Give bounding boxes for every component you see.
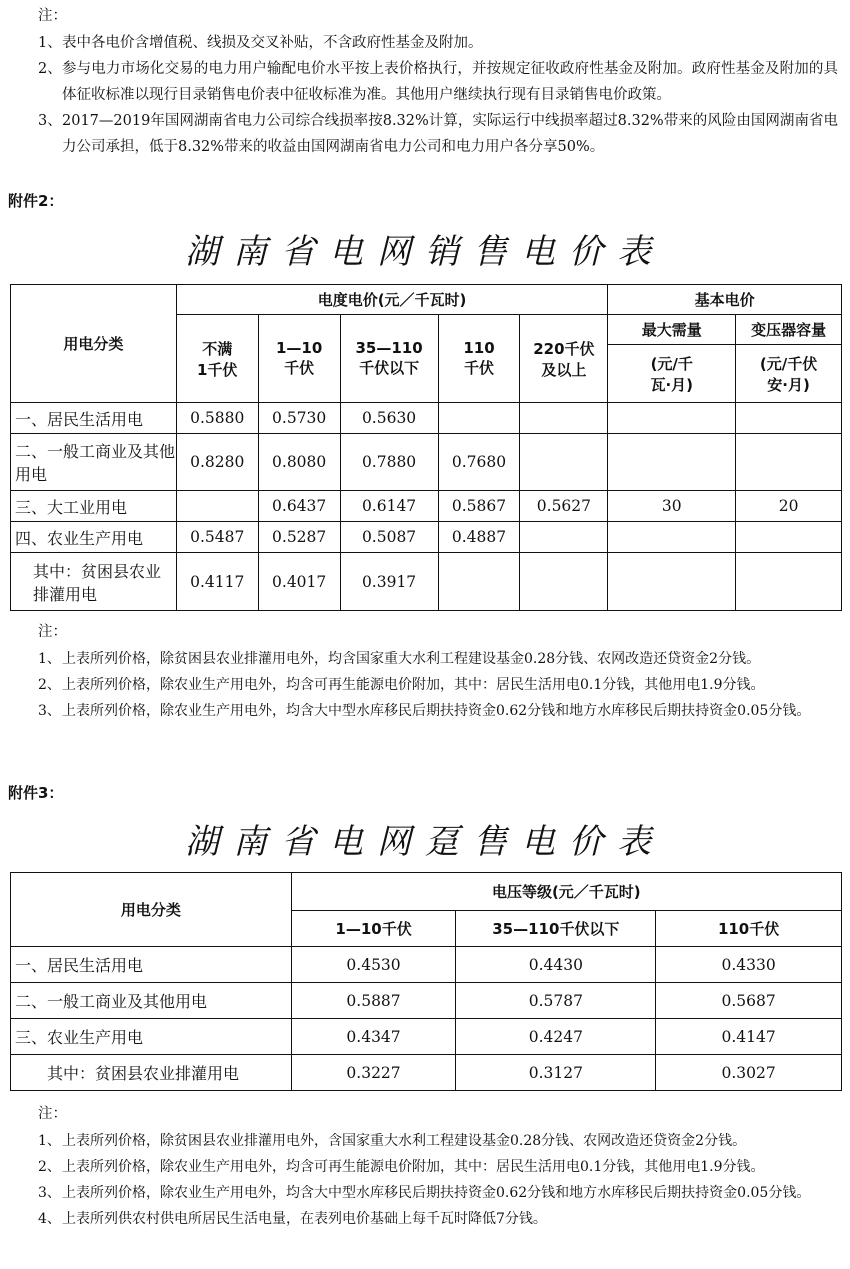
table-row: 四、农业生产用电 0.5487 0.5287 0.5087 0.4887 [11,522,842,553]
note-item: 3、 上表所列价格，除农业生产用电外，均含大中型水库移民后期扶持资金0.62分钱和地方水库移民后期扶持资金0.05分钱。 [38,1185,811,1201]
header-voltage-col: 35—110千伏以下 [456,911,656,947]
attachment2-notes [38,646,838,724]
header-voltage-col: 不满 1千伏 [176,315,258,403]
attachment2-notes-head: 注： [38,624,67,640]
header-category: 用电分类 [11,285,177,403]
note-item: 1、 上表所列价格，除贫困县农业排灌用电外，均含国家重大水利工程建设基金0.28分钱、农网改造还贷资金2分钱。 [38,651,761,667]
header-category: 用电分类 [11,873,292,947]
header-voltage-col: 110千伏 [656,911,842,947]
note-item: 2、 上表所列价格，除农业生产用电外，均含可再生能源电价附加，其中：居民生活用电0.1分钱，其他用电1.9分钱。 [38,1159,765,1175]
header-basic-unit: (元/千伏 安·月) [736,345,842,403]
attachment3-notes-head: 注： [38,1106,67,1122]
header-basic-col: 变压器容量 [736,315,842,345]
sales-price-table [10,284,842,611]
table-row: 三、大工业用电 0.6437 0.6147 0.5867 0.5627 30 20 [11,491,842,522]
attachment3-title: 湖南省电网趸售电价表 [185,822,665,862]
table-row: 二、一般工商业及其他用电 0.8280 0.8080 0.7880 0.7680 [11,434,842,491]
table-row: 三、农业生产用电 0.4347 0.4247 0.4147 [11,1019,842,1055]
header-basic-price: 基本电价 [608,285,842,315]
note-item: 2、 参与电力市场化交易的电力用户输配电价水平按上表价格执行，并按规定征收政府性基金及附加。政府性基金及附加的具体征收标准以现行目录销售电价表中征收标准为准。其他用户继续执行现有目录销售电价政策。 [38,61,838,103]
table-row: 二、一般工商业及其他用电 0.5887 0.5787 0.5687 [11,983,842,1019]
note-item: 4、 上表所列供农村供电所居民生活电量，在表列电价基础上每千瓦时降低7分钱。 [38,1211,547,1227]
attachment3-label: 附件3： [8,784,64,802]
top-notes-head: 注： [38,8,67,24]
note-item: 3、 2017—2019年国网湖南省电力公司综合线损率按8.32%计算，实际运行中线损率超过8.32%带来的风险由国网湖南省电力公司承担，低于8.32%带来的收益由国网湖南省电力公司和电力用户各分享50%。 [38,113,838,155]
header-voltage-col: 1—10 千伏 [258,315,340,403]
header-voltage-col: 1—10千伏 [291,911,456,947]
table-row: 其中：贫困县农业排灌用电 0.4117 0.4017 0.3917 [11,553,842,611]
note-item: 1、 上表所列价格，除贫困县农业排灌用电外，含国家重大水利工程建设基金0.28分钱、农网改造还贷资金2分钱。 [38,1133,747,1149]
note-item: 3、 上表所列价格，除农业生产用电外，均含大中型水库移民后期扶持资金0.62分钱和地方水库移民后期扶持资金0.05分钱。 [38,703,811,719]
header-basic-col: 最大需量 [608,315,736,345]
attachment3-notes [38,1128,838,1232]
table-row: 其中：贫困县农业排灌用电 0.3227 0.3127 0.3027 [11,1055,842,1091]
header-voltage-col: 35—110 千伏以下 [340,315,438,403]
header-energy-price: 电度电价(元／千瓦时) [176,285,608,315]
header-voltage-col: 220千伏 及以上 [520,315,608,403]
attachment2-label: 附件2： [8,192,64,210]
header-voltage-level: 电压等级(元／千瓦时) [291,873,841,911]
top-notes [38,30,838,160]
note-item: 1、 表中各电价含增值税、线损及交叉补贴，不含政府性基金及附加。 [38,35,483,51]
header-basic-unit: (元/千 瓦·月) [608,345,736,403]
attachment2-title: 湖南省电网销售电价表 [185,232,665,272]
table-row: 一、居民生活用电 0.4530 0.4430 0.4330 [11,947,842,983]
header-voltage-col: 110 千伏 [438,315,520,403]
table-row: 一、居民生活用电 0.5880 0.5730 0.5630 [11,403,842,434]
wholesale-price-table [10,872,842,1091]
note-item: 2、 上表所列价格，除农业生产用电外，均含可再生能源电价附加，其中：居民生活用电0.1分钱，其他用电1.9分钱。 [38,677,765,693]
